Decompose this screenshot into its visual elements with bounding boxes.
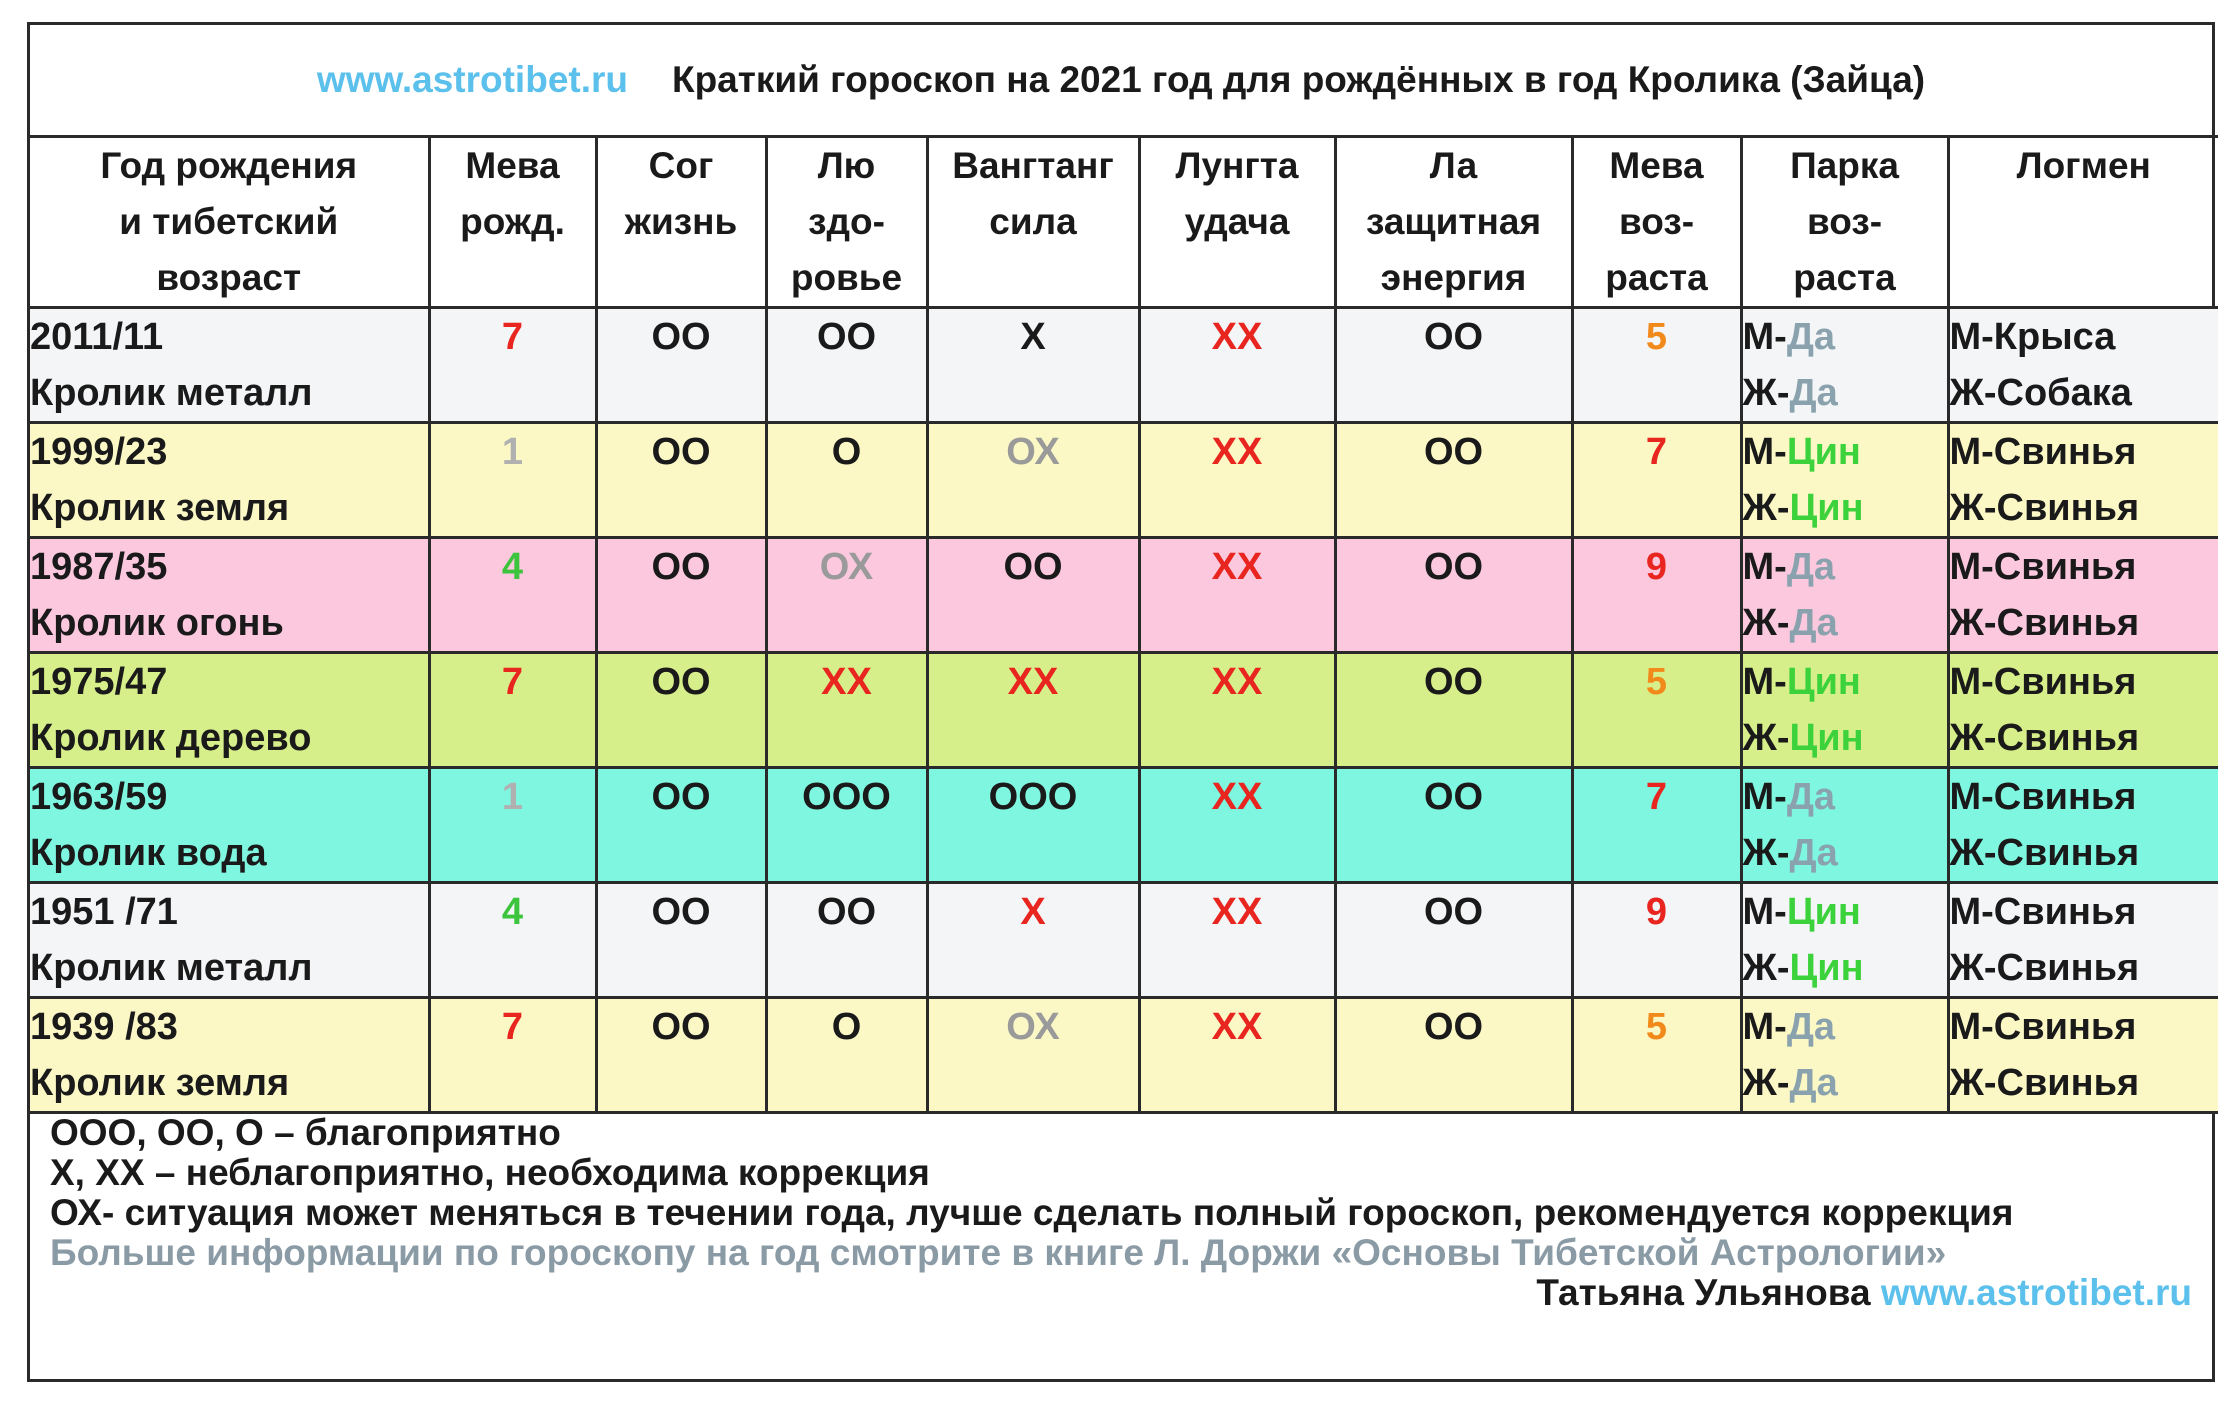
cell-vangtang: [927, 308, 1139, 423]
header-line: воз-: [1618, 201, 1695, 242]
parka-female: [1743, 480, 1947, 536]
parka-value: Да: [1789, 602, 1838, 644]
header-la-energy: [1335, 137, 1572, 308]
cell-lyu: [766, 768, 927, 883]
la-value: ОО: [1423, 891, 1484, 933]
cell-vangtang: [927, 883, 1139, 998]
page-title: Краткий гороскоп на 2021 год для рождённых в год Кролика (Зайца): [672, 59, 1926, 100]
lungta-value: ХХ: [1211, 661, 1263, 703]
vangtang-value: Х: [1020, 316, 1046, 358]
sog-value: ОО: [651, 891, 711, 933]
cell-lyu: [766, 423, 927, 538]
cell-meva-age: [1572, 768, 1741, 883]
meva-age-value: 9: [1645, 546, 1668, 588]
gender-prefix: М-: [1742, 661, 1787, 703]
logmen-female: Ж-Свинья: [1949, 717, 2140, 759]
animal-element: Кролик дерево: [30, 717, 312, 759]
vangtang-value: ОХ: [1006, 1006, 1060, 1048]
header-lungta-luck: [1139, 137, 1335, 308]
sog-value: ОО: [651, 776, 711, 818]
meva-age-value: 9: [1645, 891, 1668, 933]
header-line: жизнь: [624, 201, 738, 242]
cell-logmen: [1948, 538, 2218, 653]
cell-meva-age: [1572, 423, 1741, 538]
vangtang-value: ОХ: [1006, 431, 1060, 473]
cell-la: [1335, 883, 1572, 998]
meva-age-value: 7: [1645, 431, 1668, 473]
cell-la: [1335, 423, 1572, 538]
cell-lungta: [1139, 308, 1335, 423]
sog-value: ОО: [651, 661, 711, 703]
lyu-value: ОХ: [819, 546, 874, 588]
parka-female: [1743, 940, 1947, 996]
parka-value: Да: [1789, 1062, 1838, 1104]
cell-meva-birth: [429, 538, 596, 653]
header-line: Лю: [817, 145, 876, 186]
title-site-link[interactable]: www.astrotibet.ru: [316, 59, 628, 100]
table-row: [30, 768, 2218, 883]
parka-value: Да: [1786, 1006, 1836, 1048]
la-value: ОО: [1423, 316, 1484, 358]
cell-sog: [596, 653, 766, 768]
header-meva-birth: [429, 137, 596, 308]
author-signature: [1536, 1265, 2192, 1321]
cell-logmen: [1948, 423, 2218, 538]
header-line: здо-: [808, 201, 885, 242]
cell-birth-year: [30, 423, 429, 538]
header-meva-age: [1572, 137, 1741, 308]
birth-year-value: 1951 /71: [30, 891, 178, 933]
vangtang-value: Х: [1020, 891, 1046, 933]
birth-year-value: 1975/47: [30, 661, 168, 703]
header-line: Логмен: [2016, 145, 2151, 186]
parka-value: Цин: [1786, 661, 1861, 703]
logmen-male: М-Свинья: [1949, 891, 2137, 933]
gender-prefix: Ж-: [1742, 372, 1790, 414]
gender-prefix: Ж-: [1742, 832, 1790, 874]
cell-logmen: [1948, 883, 2218, 998]
parka-value: Да: [1786, 546, 1836, 588]
meva-birth-value: 7: [501, 661, 524, 703]
cell-la: [1335, 768, 1572, 883]
cell-parka-age: [1741, 883, 1948, 998]
cell-sog: [596, 538, 766, 653]
header-line: Вангтанг: [952, 145, 1114, 186]
meva-birth-value: 4: [501, 546, 524, 588]
gender-prefix: М-: [1742, 431, 1787, 473]
cell-parka-age: [1741, 653, 1948, 768]
header-line: Год рождения: [100, 145, 358, 186]
meva-birth-value: 1: [501, 776, 524, 818]
lyu-value: О: [831, 431, 862, 473]
cell-parka-age: [1741, 538, 1948, 653]
parka-value: Да: [1789, 832, 1838, 874]
logmen-female: Ж-Свинья: [1949, 1062, 2140, 1104]
cell-la: [1335, 653, 1572, 768]
logmen-male: М-Свинья: [1949, 776, 2137, 818]
header-row: [30, 137, 2218, 308]
cell-la: [1335, 308, 1572, 423]
logmen-male: М-Свинья: [1949, 1006, 2137, 1048]
cell-sog: [596, 423, 766, 538]
cell-lungta: [1139, 423, 1335, 538]
cell-meva-age: [1572, 998, 1741, 1113]
cell-meva-birth: [429, 768, 596, 883]
animal-element: Кролик земля: [30, 1062, 290, 1104]
gender-prefix: М-: [1742, 546, 1787, 588]
meva-age-value: 5: [1645, 316, 1668, 358]
meva-age-value: 5: [1645, 1006, 1668, 1048]
cell-meva-birth: [429, 423, 596, 538]
legend-mixed: ОХ- ситуация может меняться в течении года, лучше сделать полный гороскоп, рекомендуется коррекция: [50, 1192, 2014, 1233]
header-line: Сог: [648, 145, 714, 186]
header-line: воз-: [1806, 201, 1883, 242]
table-row: [30, 883, 2218, 998]
cell-birth-year: [30, 883, 429, 998]
meva-birth-value: 7: [501, 316, 524, 358]
cell-sog: [596, 998, 766, 1113]
header-line: удача: [1184, 201, 1290, 242]
legend: [30, 1099, 2212, 1379]
cell-logmen: [1948, 308, 2218, 423]
logmen-male: М-Свинья: [1949, 546, 2137, 588]
sog-value: ОО: [651, 1006, 711, 1048]
cell-lyu: [766, 653, 927, 768]
parka-male: [1743, 884, 1947, 940]
animal-element: Кролик огонь: [30, 602, 284, 644]
header-vangtang-power: [927, 137, 1139, 308]
logmen-female: Ж-Свинья: [1949, 602, 2140, 644]
cell-lyu: [766, 308, 927, 423]
gender-prefix: М-: [1742, 316, 1787, 358]
birth-year-value: 1999/23: [30, 431, 168, 473]
lungta-value: ХХ: [1211, 1006, 1263, 1048]
birth-year-value: 1939 /83: [30, 1006, 178, 1048]
legend-book-note: Больше информации по гороскопу на год смотрите в книге Л. Доржи «Основы Тибетской Астрологии»: [50, 1232, 1947, 1273]
parka-male: [1743, 539, 1947, 595]
header-line: рожд.: [460, 201, 565, 242]
author-name: Татьяна Ульянова: [1536, 1272, 1871, 1313]
header-line: Парка: [1790, 145, 1899, 186]
cell-meva-age: [1572, 308, 1741, 423]
parka-female: [1743, 595, 1947, 651]
header-line: Мева: [1609, 145, 1704, 186]
la-value: ОО: [1423, 776, 1484, 818]
logmen-female: Ж-Свинья: [1949, 947, 2140, 989]
parka-female: [1743, 365, 1947, 421]
header-line: возраст: [156, 257, 302, 298]
table-row: [30, 308, 2218, 423]
parka-value: Да: [1786, 776, 1836, 818]
parka-value: Да: [1789, 372, 1838, 414]
cell-vangtang: [927, 998, 1139, 1113]
header-parka-age: [1741, 137, 1948, 308]
lyu-value: ООО: [802, 776, 891, 818]
logmen-male: М-Крыса: [1949, 316, 2116, 358]
sog-value: ОО: [651, 546, 711, 588]
gender-prefix: Ж-: [1742, 487, 1790, 529]
lungta-value: ХХ: [1211, 431, 1263, 473]
lyu-value: ОО: [816, 316, 877, 358]
lungta-value: ХХ: [1211, 891, 1263, 933]
meva-birth-value: 1: [501, 431, 524, 473]
logmen-male: М-Свинья: [1949, 661, 2137, 703]
cell-lyu: [766, 998, 927, 1113]
header-line: Ла: [1429, 145, 1478, 186]
parka-value: Цин: [1789, 717, 1864, 759]
vangtang-value: ХХ: [1007, 661, 1059, 703]
cell-meva-birth: [429, 998, 596, 1113]
birth-year-value: 1963/59: [30, 776, 168, 818]
parka-male: [1743, 424, 1947, 480]
cell-sog: [596, 308, 766, 423]
cell-parka-age: [1741, 998, 1948, 1113]
gender-prefix: Ж-: [1742, 947, 1790, 989]
header-sog-life: [596, 137, 766, 308]
header-line: и тибетский: [119, 201, 339, 242]
header-line: Мева: [465, 145, 560, 186]
cell-meva-birth: [429, 653, 596, 768]
meva-age-value: 5: [1645, 661, 1668, 703]
cell-meva-age: [1572, 653, 1741, 768]
parka-value: Цин: [1786, 891, 1861, 933]
parka-female: [1743, 710, 1947, 766]
lungta-value: ХХ: [1211, 546, 1263, 588]
lyu-value: ОО: [816, 891, 877, 933]
gender-prefix: М-: [1742, 891, 1787, 933]
table-row: [30, 423, 2218, 538]
parka-female: [1743, 825, 1947, 881]
la-value: ОО: [1423, 1006, 1484, 1048]
birth-year-value: 1987/35: [30, 546, 168, 588]
lungta-value: ХХ: [1211, 316, 1263, 358]
cell-lyu: [766, 883, 927, 998]
parka-male: [1743, 769, 1947, 825]
cell-logmen: [1948, 653, 2218, 768]
parka-male: [1743, 309, 1947, 365]
legend-bad: Х, ХХ – неблагоприятно, необходима коррекция: [50, 1152, 930, 1193]
la-value: ОО: [1423, 431, 1484, 473]
cell-birth-year: [30, 538, 429, 653]
animal-element: Кролик металл: [30, 372, 313, 414]
cell-lyu: [766, 538, 927, 653]
cell-lungta: [1139, 998, 1335, 1113]
animal-element: Кролик вода: [30, 832, 267, 874]
meva-birth-value: 4: [501, 891, 524, 933]
parka-value: Да: [1786, 316, 1836, 358]
animal-element: Кролик земля: [30, 487, 290, 529]
parka-male: [1743, 654, 1947, 710]
header-line: Лунгта: [1175, 145, 1299, 186]
logmen-female: Ж-Собака: [1949, 372, 2132, 414]
table-row: [30, 538, 2218, 653]
cell-meva-age: [1572, 883, 1741, 998]
parka-value: Цин: [1789, 947, 1864, 989]
table-row: [30, 653, 2218, 768]
gender-prefix: М-: [1742, 1006, 1787, 1048]
logmen-male: М-Свинья: [1949, 431, 2137, 473]
horoscope-table: [30, 135, 2218, 1114]
cell-meva-birth: [429, 883, 596, 998]
lyu-value: ХХ: [821, 661, 872, 703]
lyu-value: О: [831, 1006, 862, 1048]
parka-value: Цин: [1789, 487, 1864, 529]
la-value: ОО: [1423, 661, 1484, 703]
gender-prefix: Ж-: [1742, 717, 1790, 759]
gender-prefix: Ж-: [1742, 602, 1790, 644]
cell-birth-year: [30, 998, 429, 1113]
cell-lungta: [1139, 538, 1335, 653]
birth-year-value: 2011/11: [30, 316, 164, 358]
cell-meva-age: [1572, 538, 1741, 653]
cell-la: [1335, 538, 1572, 653]
cell-vangtang: [927, 653, 1139, 768]
cell-lungta: [1139, 883, 1335, 998]
la-value: ОО: [1423, 546, 1484, 588]
cell-meva-birth: [429, 308, 596, 423]
cell-sog: [596, 883, 766, 998]
header-line: сила: [989, 201, 1077, 242]
vangtang-value: ООО: [988, 776, 1078, 818]
meva-age-value: 7: [1645, 776, 1668, 818]
sog-value: ОО: [651, 431, 711, 473]
cell-la: [1335, 998, 1572, 1113]
cell-vangtang: [927, 768, 1139, 883]
header-line: ровье: [790, 257, 903, 298]
parka-male: [1743, 999, 1947, 1055]
cell-parka-age: [1741, 308, 1948, 423]
table-body: [30, 308, 2218, 1113]
cell-parka-age: [1741, 768, 1948, 883]
logmen-female: Ж-Свинья: [1949, 832, 2140, 874]
header-birth-year: [30, 137, 429, 308]
cell-vangtang: [927, 538, 1139, 653]
header-line: защитная: [1365, 201, 1542, 242]
legend-good: ООО, ОО, О – благоприятно: [50, 1112, 561, 1153]
cell-birth-year: [30, 308, 429, 423]
gender-prefix: М-: [1742, 776, 1787, 818]
sog-value: ОО: [651, 316, 711, 358]
header-line: раста: [1793, 257, 1896, 298]
header-line: раста: [1605, 257, 1708, 298]
footer-site-link[interactable]: www.astrotibet.ru: [1880, 1272, 2192, 1313]
horoscope-frame: [27, 22, 2215, 1382]
header-lyu-health: [766, 137, 927, 308]
gender-prefix: Ж-: [1742, 1062, 1790, 1104]
parka-value: Цин: [1786, 431, 1861, 473]
cell-logmen: [1948, 998, 2218, 1113]
logmen-female: Ж-Свинья: [1949, 487, 2140, 529]
cell-birth-year: [30, 653, 429, 768]
cell-sog: [596, 768, 766, 883]
table-row: [30, 998, 2218, 1113]
vangtang-value: ОО: [1003, 546, 1063, 588]
cell-lungta: [1139, 768, 1335, 883]
cell-vangtang: [927, 423, 1139, 538]
cell-parka-age: [1741, 423, 1948, 538]
title-row: [30, 25, 2212, 135]
header-logmen: [1948, 137, 2218, 308]
lungta-value: ХХ: [1211, 776, 1263, 818]
cell-birth-year: [30, 768, 429, 883]
header-line: энергия: [1380, 257, 1527, 298]
animal-element: Кролик металл: [30, 947, 313, 989]
meva-birth-value: 7: [501, 1006, 524, 1048]
cell-logmen: [1948, 768, 2218, 883]
cell-lungta: [1139, 653, 1335, 768]
